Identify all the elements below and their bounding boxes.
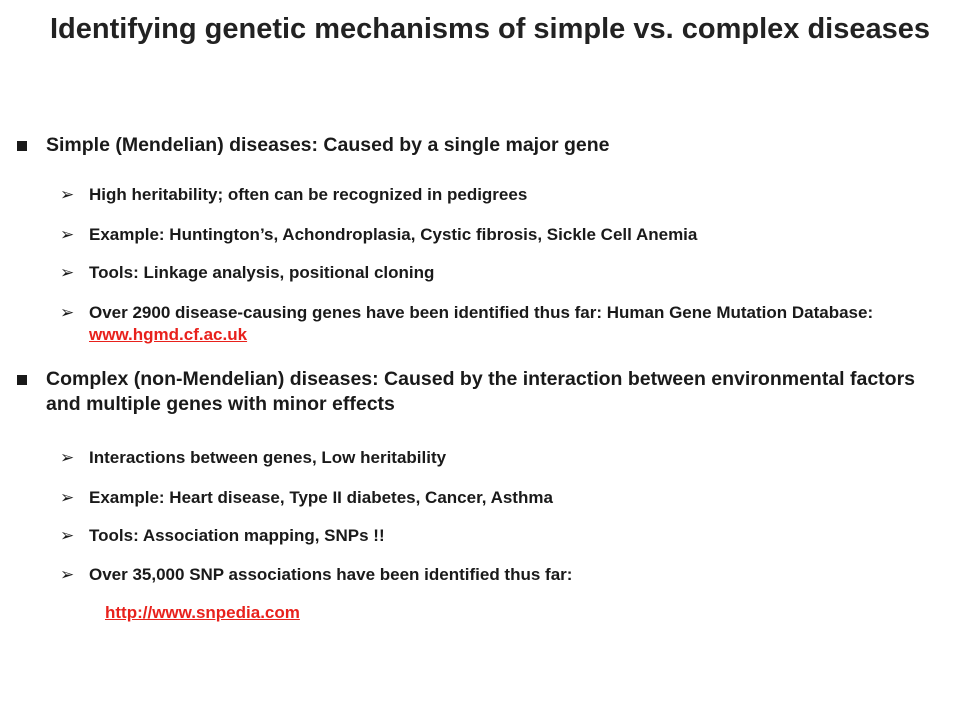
simple-diseases-heading: Simple (Mendelian) diseases: Caused by a single major gene	[46, 134, 610, 156]
complex-point-tools: Tools: Association mapping, SNPs !!	[89, 526, 385, 545]
complex-point-snp-associations: Over 35,000 SNP associations have been identified thus far:	[89, 565, 573, 584]
simple-point-examples: Example: Huntington’s, Achondroplasia, Cystic fibrosis, Sickle Cell Anemia	[89, 225, 698, 244]
simple-point-genes-text: Over 2900 disease-causing genes have been identified thus far: Human Gene Mutation Database:	[89, 303, 874, 322]
arrow-bullet-icon: ➢	[60, 526, 75, 546]
arrow-bullet-icon: ➢	[60, 565, 75, 585]
simple-point-genes-identified	[89, 302, 954, 346]
snpedia-link[interactable]: http://www.snpedia.com	[105, 603, 300, 622]
square-bullet-icon	[17, 141, 27, 151]
slide-title: Identifying genetic mechanisms of simple vs. complex diseases	[50, 13, 930, 45]
complex-diseases-heading: Complex (non-Mendelian) diseases: Caused by the interaction between environmental factors and multiple genes with minor effects	[46, 368, 916, 415]
arrow-bullet-icon: ➢	[60, 488, 75, 508]
hgmd-link[interactable]: www.hgmd.cf.ac.uk	[89, 325, 248, 344]
arrow-bullet-icon: ➢	[60, 225, 75, 245]
arrow-bullet-icon: ➢	[60, 448, 75, 468]
square-bullet-icon	[17, 375, 27, 385]
simple-point-tools: Tools: Linkage analysis, positional cloning	[89, 263, 435, 282]
arrow-bullet-icon: ➢	[60, 185, 75, 205]
arrow-bullet-icon: ➢	[60, 263, 75, 283]
arrow-bullet-icon: ➢	[60, 303, 75, 323]
simple-point-heritability: High heritability; often can be recognized in pedigrees	[89, 185, 528, 204]
complex-point-examples: Example: Heart disease, Type II diabetes, Cancer, Asthma	[89, 488, 553, 507]
complex-point-interactions: Interactions between genes, Low heritability	[89, 448, 447, 467]
